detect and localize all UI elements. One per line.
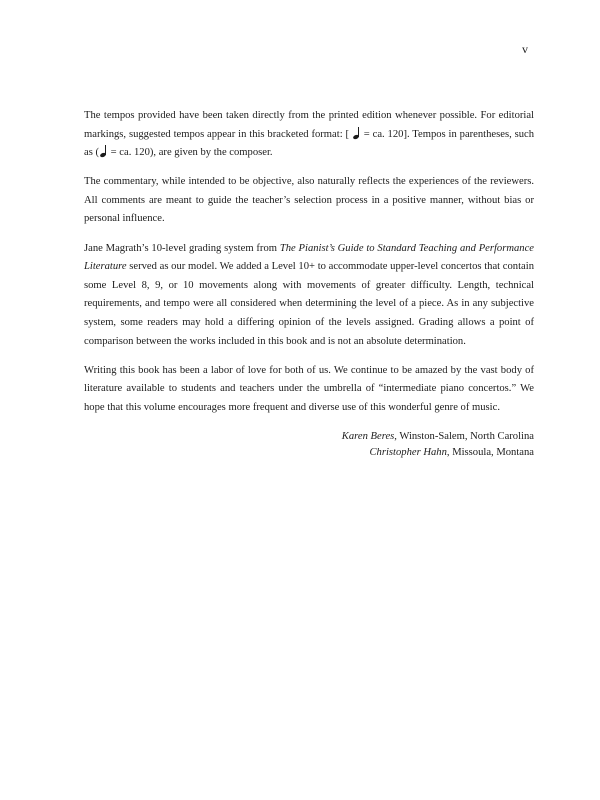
preface-body bbox=[84, 107, 534, 460]
quarter-note-icon bbox=[353, 127, 360, 139]
signature-line bbox=[84, 429, 534, 445]
closing-paragraph: Writing this book has been a labor of love for both of us. We continue to be amazed by the vast body of literature available to students and teachers under the umbrella of “intermediate piano concertos.” We hope that this volume encourages more frequent and diverse use of this wonderful genre of music. bbox=[84, 364, 534, 413]
grading-paragraph bbox=[84, 240, 534, 352]
page-number: v bbox=[522, 42, 528, 56]
grading-text-body: served as our model. We added a Level 10+ to accommodate upper-level concertos that contain some Level 8, 9, or 10 movements along with movements of greater difficulty. Length, technical requirements, and tempo were all considered when determining the level of a piece. As in any subjective system, some readers may hold a differing opinion of the levels assigned. Grading allows a point of comparison between the works included in this book and is not an absolute determination. bbox=[84, 261, 534, 347]
author-location: , Missoula, Montana bbox=[446, 446, 534, 458]
tempo-text-part-3: = ca. 120), are given by the composer. bbox=[110, 147, 273, 159]
author-signatures bbox=[84, 429, 534, 460]
tempo-paragraph bbox=[84, 107, 534, 163]
tempo-text-part-2: = ca. 120]. Tempos in parentheses, such as ( bbox=[84, 128, 535, 159]
grading-text-intro: Jane Magrath’s 10-level grading system from bbox=[84, 242, 280, 254]
author-location: , Winston-Salem, North Carolina bbox=[394, 431, 534, 443]
book-title: The Pianist’s Guide to Standard Teaching and Performance Literature bbox=[84, 242, 534, 273]
signature-line bbox=[84, 445, 534, 461]
commentary-paragraph: The commentary, while intended to be objective, also naturally reflects the experiences of the reviewers. All comments are meant to guide the teacher’s selection process in a positive manner, without bias or personal influence. bbox=[84, 176, 534, 225]
tempo-text-part-1: The tempos provided have been taken directly from the printed edition whenever possible. For editorial markings, suggested tempos appear in this bracketed format: [ bbox=[84, 110, 534, 140]
quarter-note-icon bbox=[100, 145, 107, 157]
author-name: Karen Beres bbox=[341, 431, 395, 443]
author-name: Christopher Hahn bbox=[369, 446, 447, 458]
